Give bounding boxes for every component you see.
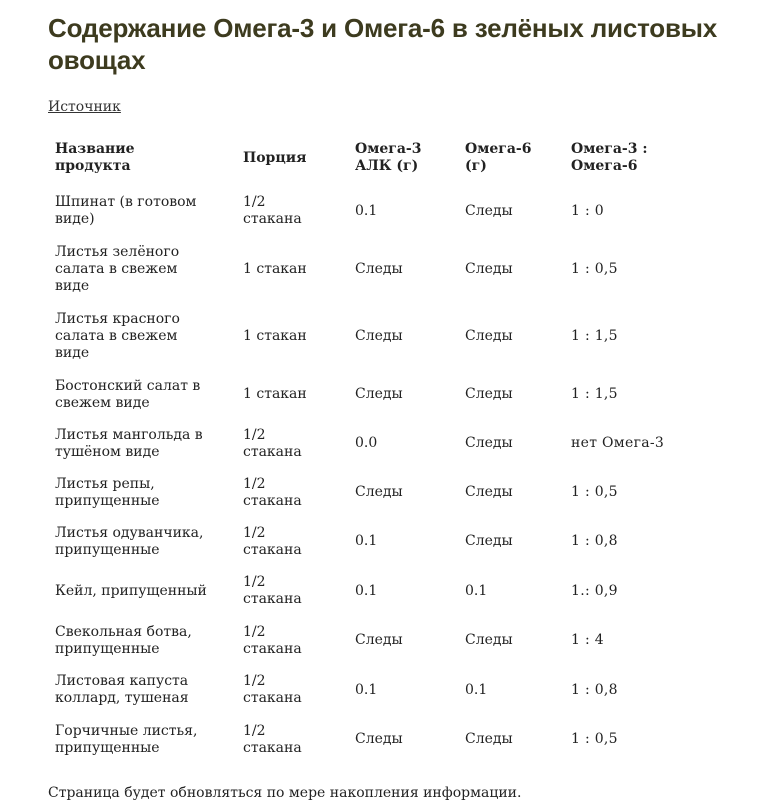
product-name-cell <box>48 566 236 616</box>
omega6-cell-text: Следы <box>465 731 513 747</box>
ratio-cell <box>564 715 714 764</box>
omega6-cell-text: Следы <box>465 261 513 277</box>
omega3-cell <box>348 517 458 566</box>
ratio-cell <box>564 303 714 370</box>
ratio-cell-text: нет Омега-3 <box>571 435 665 451</box>
product-name-cell-text: Листья репы, припущенные <box>55 475 160 509</box>
omega6-cell-text: 0.1 <box>465 681 488 698</box>
table-row <box>48 517 714 566</box>
table-row <box>48 370 714 419</box>
omega3-cell <box>348 419 458 468</box>
omega3-cell-text: Следы <box>355 731 403 747</box>
ratio-cell-text: 1 : 0,5 <box>571 261 618 277</box>
ratio-cell-text: 1.: 0,9 <box>571 582 618 599</box>
product-name-cell-text: Листья мангольда в тушёном виде <box>55 426 203 460</box>
ratio-cell <box>564 186 714 236</box>
ratio-cell-text: 1 : 0 <box>571 202 604 219</box>
ratio-cell-text: 1 : 0,8 <box>571 681 618 698</box>
omega6-cell-text: Следы <box>465 386 513 402</box>
article <box>48 12 748 802</box>
ratio-cell <box>564 616 714 665</box>
header-portion: Порция <box>243 149 307 166</box>
portion-cell-text: 1 стакан <box>243 328 307 344</box>
product-name-cell-text: Листья одуванчика, припущенные <box>55 524 204 558</box>
omega3-cell <box>348 566 458 616</box>
table-row <box>48 236 714 303</box>
ratio-cell-text: 1 : 0,5 <box>571 484 618 500</box>
product-name-cell-text: Кейл, припущенный <box>55 582 207 599</box>
portion-cell-text: 1/2 стакана <box>243 623 302 657</box>
table-row <box>48 303 714 370</box>
omega3-cell-text: Следы <box>355 484 403 500</box>
product-name-cell <box>48 186 236 236</box>
ratio-cell-text: 1 : 1,5 <box>571 386 618 402</box>
portion-cell <box>236 303 348 370</box>
ratio-cell-text: 1 : 1,5 <box>571 328 618 344</box>
product-name-cell <box>48 468 236 517</box>
portion-cell-text: 1 стакан <box>243 386 307 402</box>
omega3-cell-text: Следы <box>355 386 403 402</box>
ratio-cell <box>564 665 714 715</box>
product-name-cell <box>48 419 236 468</box>
table-row <box>48 566 714 616</box>
portion-cell-text: 1 стакан <box>243 261 307 277</box>
ratio-cell <box>564 468 714 517</box>
portion-cell <box>236 715 348 764</box>
footer-note: Страница будет обновляться по мере накопления информации. <box>48 785 522 801</box>
omega6-cell-text: Следы <box>465 632 513 648</box>
product-name-cell-text: Горчичные листья, припущенные <box>55 722 198 756</box>
portion-cell <box>236 468 348 517</box>
portion-cell <box>236 517 348 566</box>
omega3-cell <box>348 186 458 236</box>
ratio-cell <box>564 236 714 303</box>
omega6-cell <box>458 186 564 236</box>
portion-cell <box>236 616 348 665</box>
source-link[interactable]: Источник <box>48 99 121 115</box>
portion-cell-text: 1/2 стакана <box>243 426 302 460</box>
header-product-name: Название продукта <box>55 141 135 174</box>
product-name-cell-text: Шпинат (в готовом виде) <box>55 194 197 227</box>
product-name-cell <box>48 303 236 370</box>
table-row <box>48 186 714 236</box>
omega6-cell <box>458 517 564 566</box>
omega3-cell <box>348 468 458 517</box>
page-title: Содержание Омега-3 и Омега-6 в зелёных листовых овощах <box>48 13 717 75</box>
product-name-cell <box>48 665 236 715</box>
omega3-cell-text: Следы <box>355 632 403 648</box>
portion-cell <box>236 186 348 236</box>
table-row <box>48 616 714 665</box>
omega6-cell <box>458 236 564 303</box>
omega3-cell-text: 0.1 <box>355 202 378 219</box>
portion-cell-text: 1/2 стакана <box>243 475 302 509</box>
portion-cell-text: 1/2 стакана <box>243 524 302 558</box>
header-omega6: Омега-6 (г) <box>465 141 532 174</box>
omega3-cell-text: Следы <box>355 328 403 344</box>
table-header-row <box>48 130 714 186</box>
product-name-cell <box>48 236 236 303</box>
table-body <box>48 186 714 764</box>
omega6-cell <box>458 715 564 764</box>
omega3-cell-text: 0.1 <box>355 582 378 599</box>
omega6-cell-text: Следы <box>465 202 513 219</box>
table-row <box>48 419 714 468</box>
omega3-cell-text: 0.1 <box>355 681 378 698</box>
portion-cell <box>236 236 348 303</box>
ratio-cell <box>564 566 714 616</box>
omega3-cell <box>348 715 458 764</box>
table-row <box>48 665 714 715</box>
ratio-cell-text: 1 : 0,8 <box>571 533 618 549</box>
product-name-cell-text: Бостонский салат в свежем виде <box>55 377 201 411</box>
omega6-cell <box>458 419 564 468</box>
portion-cell <box>236 566 348 616</box>
omega6-cell <box>458 468 564 517</box>
portion-cell-text: 1/2 стакана <box>243 194 302 227</box>
table-row <box>48 468 714 517</box>
omega6-cell-text: Следы <box>465 328 513 344</box>
portion-cell <box>236 665 348 715</box>
portion-cell-text: 1/2 стакана <box>243 574 302 607</box>
header-ratio: Омега-3 : Омега-6 <box>571 141 648 174</box>
product-name-cell <box>48 715 236 764</box>
omega6-cell <box>458 303 564 370</box>
product-name-cell <box>48 517 236 566</box>
omega6-cell-text: 0.1 <box>465 582 488 599</box>
product-name-cell-text: Свекольная ботва, припущенные <box>55 623 192 657</box>
omega6-cell <box>458 665 564 715</box>
omega6-cell-text: Следы <box>465 484 513 500</box>
portion-cell-text: 1/2 стакана <box>243 722 302 756</box>
product-name-cell <box>48 616 236 665</box>
omega3-cell-text: Следы <box>355 261 403 277</box>
product-name-cell <box>48 370 236 419</box>
ratio-cell-text: 1 : 4 <box>571 632 604 648</box>
omega3-cell <box>348 236 458 303</box>
omega3-cell <box>348 616 458 665</box>
omega3-cell <box>348 303 458 370</box>
omega6-cell <box>458 566 564 616</box>
portion-cell-text: 1/2 стакана <box>243 673 302 706</box>
omega6-cell-text: Следы <box>465 533 513 549</box>
ratio-cell <box>564 370 714 419</box>
ratio-cell <box>564 419 714 468</box>
omega3-cell <box>348 370 458 419</box>
header-omega3: Омега-3 АЛК (г) <box>355 141 422 174</box>
portion-cell <box>236 419 348 468</box>
product-name-cell-text: Листья зелёного салата в свежем виде <box>55 244 180 294</box>
portion-cell <box>236 370 348 419</box>
omega6-cell <box>458 370 564 419</box>
ratio-cell-text: 1 : 0,5 <box>571 731 618 747</box>
omega-table <box>48 130 714 764</box>
product-name-cell-text: Листовая капуста коллард, тушеная <box>55 673 189 706</box>
omega3-cell-text: 0.0 <box>355 435 378 451</box>
ratio-cell <box>564 517 714 566</box>
omega3-cell <box>348 665 458 715</box>
omega3-cell-text: 0.1 <box>355 533 378 549</box>
product-name-cell-text: Листья красного салата в свежем виде <box>55 311 180 361</box>
table-row <box>48 715 714 764</box>
omega6-cell <box>458 616 564 665</box>
omega6-cell-text: Следы <box>465 435 513 451</box>
